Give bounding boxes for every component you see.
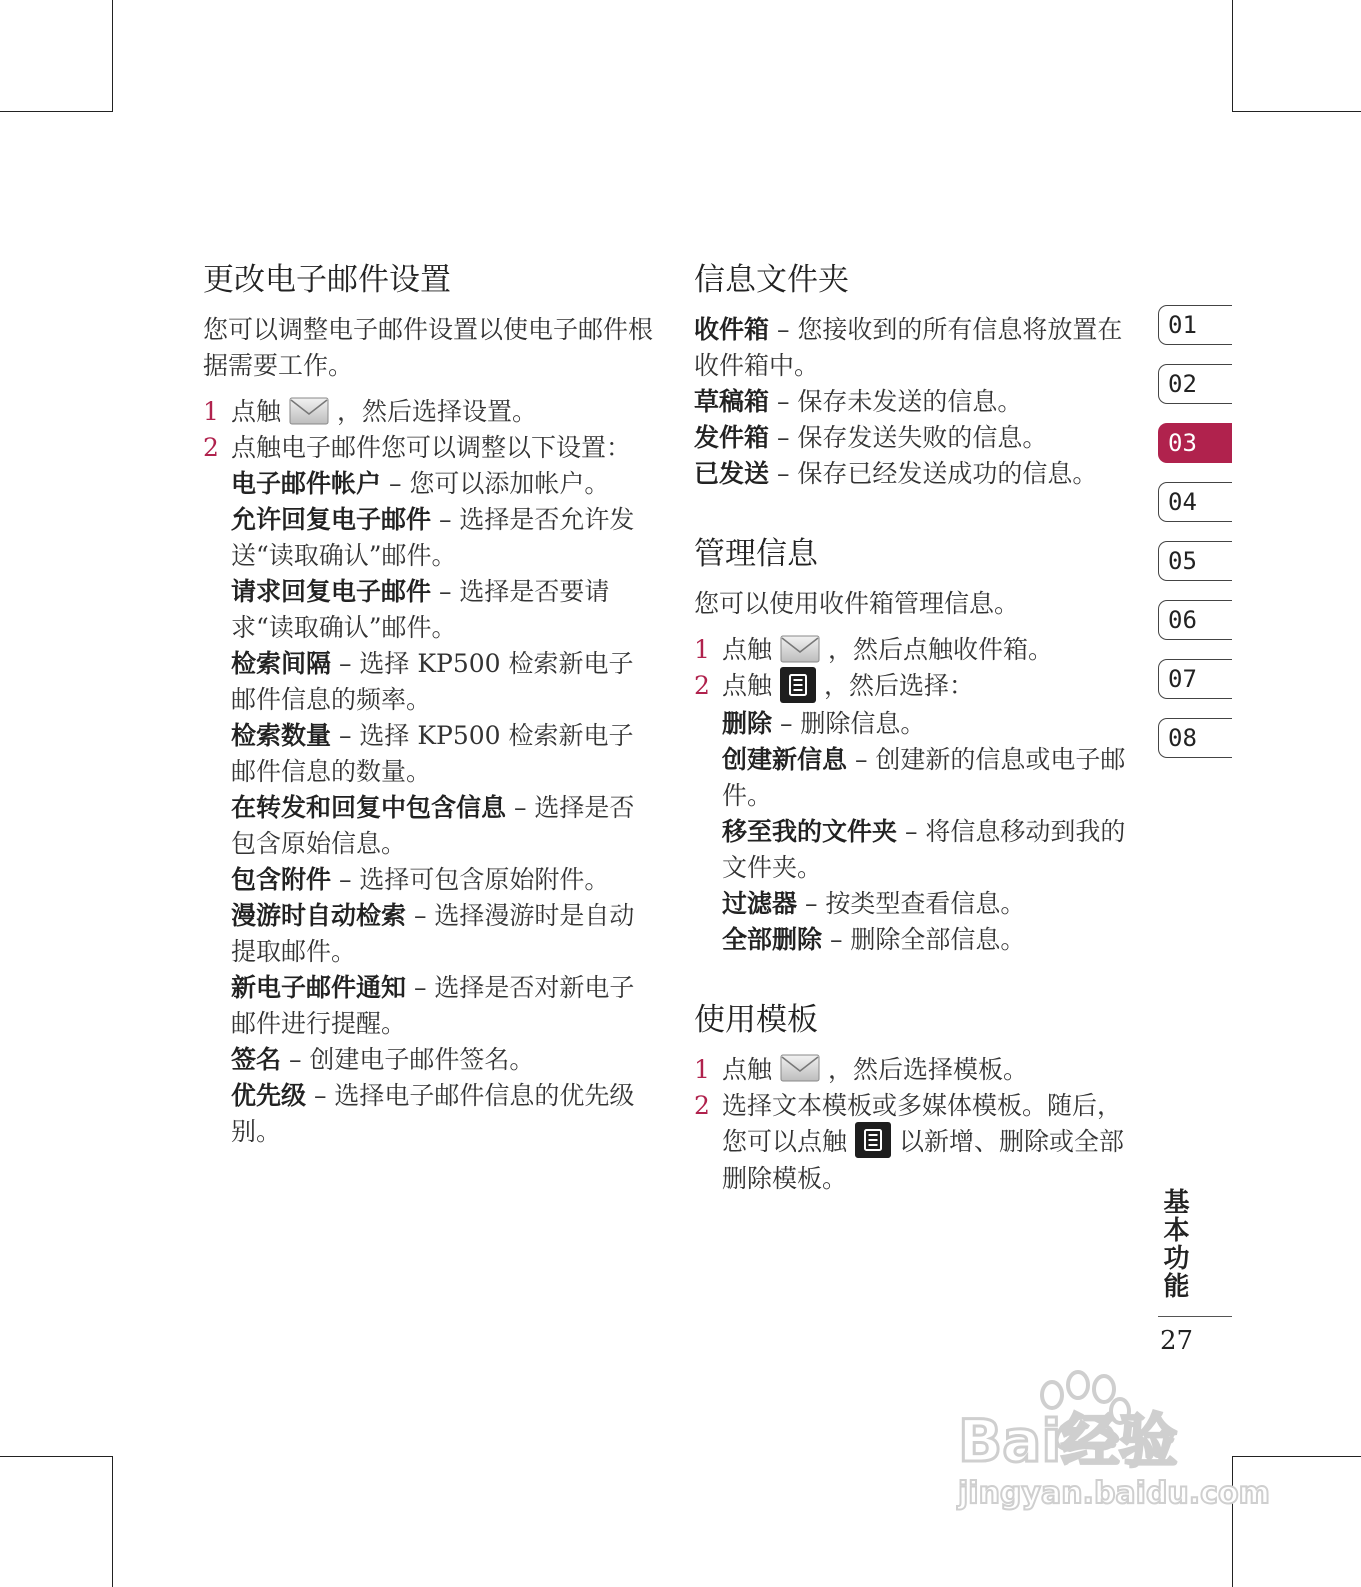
step-2 xyxy=(694,668,1134,706)
option-desc: – 选择电子邮件信息的优先级别。 xyxy=(231,1081,635,1146)
section-heading: 更改电子邮件设置 xyxy=(203,262,451,298)
chapter-tab-04[interactable]: 04 xyxy=(1158,482,1232,522)
option-desc: – 选择是否要请求“读取确认”邮件。 xyxy=(231,577,610,642)
option-item xyxy=(203,898,653,970)
option-term: 允许回复电子邮件 xyxy=(231,505,432,534)
option-item xyxy=(203,646,653,718)
option-item xyxy=(203,970,653,1042)
option-desc: – 选择 KP500 检索新电子邮件信息的频率。 xyxy=(231,649,634,714)
option-desc: – 创建新的信息或电子邮件。 xyxy=(722,744,1126,810)
folder-item xyxy=(694,384,1134,420)
folder-item xyxy=(694,456,1134,492)
option-term: 全部删除 xyxy=(722,924,823,954)
crop-mark xyxy=(1232,0,1233,112)
chapter-tab-07[interactable]: 07 xyxy=(1158,659,1232,699)
section-heading: 使用模板 xyxy=(694,1001,818,1038)
chapter-tab-03-active[interactable]: 03 xyxy=(1158,423,1232,463)
step-number: 2 xyxy=(694,671,710,700)
watermark-url: jingyan.baidu.com xyxy=(958,1476,1270,1511)
step-1 xyxy=(694,1052,1134,1088)
option-desc: – 按类型查看信息。 xyxy=(797,888,1026,918)
step-text: 点触电子邮件您可以调整以下设置： xyxy=(231,433,632,462)
option-term: 签名 xyxy=(231,1045,282,1074)
option-term: 优先级 xyxy=(231,1081,307,1110)
option-term: 删除 xyxy=(722,708,773,738)
intro-text: 您可以使用收件箱管理信息。 xyxy=(694,589,1020,618)
crop-mark xyxy=(0,111,112,112)
option-desc: – 将信息移动到我的文件夹。 xyxy=(722,816,1126,882)
option-desc: – 创建电子邮件签名。 xyxy=(281,1045,535,1074)
watermark-brand: Bai经验 xyxy=(958,1407,1178,1475)
option-item xyxy=(694,742,1134,814)
folder-term: 草稿箱 xyxy=(694,387,770,416)
folder-term: 发件箱 xyxy=(694,423,770,452)
folder-term: 已发送 xyxy=(694,459,770,488)
step-text: 点触 xyxy=(722,1054,773,1084)
folder-item xyxy=(694,420,1134,456)
option-item xyxy=(694,886,1134,922)
crop-mark xyxy=(1232,111,1361,112)
step-number: 1 xyxy=(694,1054,710,1084)
option-desc: – 选择是否包含原始信息。 xyxy=(231,793,635,858)
intro-text: 您可以调整电子邮件设置以使电子邮件根据需要工作。 xyxy=(203,315,654,380)
step-2 xyxy=(694,1088,1134,1198)
option-term: 创建新信息 xyxy=(722,744,848,774)
step-text: 选择文本模板或多媒体模板。随后，您可以点触 xyxy=(722,1090,1123,1156)
menu-icon xyxy=(780,667,816,703)
option-item xyxy=(203,1042,653,1078)
option-term: 过滤器 xyxy=(722,888,798,918)
envelope-icon xyxy=(780,1054,820,1082)
step-text: 以新增、删除或全部删除模板。 xyxy=(722,1126,1125,1193)
option-term: 电子邮件帐户 xyxy=(231,469,382,498)
option-item xyxy=(203,1078,653,1150)
folder-term: 收件箱 xyxy=(694,315,770,344)
step-text: 点触 xyxy=(231,397,282,426)
option-item xyxy=(694,814,1134,886)
folder-desc: – 您接收到的所有信息将放置在收件箱中。 xyxy=(694,315,1123,380)
option-item xyxy=(203,862,653,898)
option-desc: – 选择可包含原始附件。 xyxy=(331,865,610,894)
option-item xyxy=(694,706,1134,742)
step-text: ，然后点触收件箱。 xyxy=(828,635,1054,664)
section-heading: 信息文件夹 xyxy=(694,262,849,298)
step-1 xyxy=(694,632,1134,668)
option-desc: – 选择漫游时是自动提取邮件。 xyxy=(231,901,635,966)
step-number: 1 xyxy=(694,635,710,664)
option-item xyxy=(203,574,653,646)
envelope-icon xyxy=(289,397,329,425)
option-term: 在转发和回复中包含信息 xyxy=(231,793,507,822)
baidu-watermark xyxy=(950,1365,1270,1515)
right-column xyxy=(694,258,1134,1197)
option-term: 请求回复电子邮件 xyxy=(231,577,432,606)
option-term: 新电子邮件通知 xyxy=(231,973,407,1002)
crop-mark xyxy=(112,1456,113,1587)
option-item xyxy=(203,718,653,790)
option-term: 包含附件 xyxy=(231,865,332,894)
option-desc: – 删除信息。 xyxy=(772,708,926,738)
step-number: 2 xyxy=(694,1090,710,1120)
step-2 xyxy=(203,430,653,466)
page-number-rule xyxy=(1158,1316,1232,1317)
folder-desc: – 保存发送失败的信息。 xyxy=(769,423,1048,452)
folder-desc: – 保存已经发送成功的信息。 xyxy=(769,459,1098,488)
step-number: 2 xyxy=(203,433,219,462)
step-text: ，然后选择设置。 xyxy=(337,397,538,426)
option-item xyxy=(694,922,1134,958)
option-desc: – 选择 KP500 检索新电子邮件信息的数量。 xyxy=(231,721,634,786)
menu-icon xyxy=(855,1122,891,1158)
folder-item xyxy=(694,312,1134,384)
email-settings-section xyxy=(203,258,653,1150)
option-item xyxy=(203,466,653,502)
option-term: 检索间隔 xyxy=(231,649,332,678)
step-text: 点触 xyxy=(722,671,773,700)
option-item xyxy=(203,790,653,862)
step-text: ，然后选择模板。 xyxy=(828,1054,1029,1084)
folder-desc: – 保存未发送的信息。 xyxy=(769,387,1023,416)
chapter-tab-06[interactable]: 06 xyxy=(1158,600,1232,640)
option-item xyxy=(203,502,653,574)
chapter-tab-08[interactable]: 08 xyxy=(1158,718,1232,758)
option-desc: – 您可以添加帐户。 xyxy=(381,469,610,498)
section-heading: 管理信息 xyxy=(694,536,818,572)
chapter-tab-01[interactable]: 01 xyxy=(1158,305,1232,345)
option-term: 检索数量 xyxy=(231,721,332,750)
option-desc: – 选择是否允许发送“读取确认”邮件。 xyxy=(231,505,635,570)
option-term: 漫游时自动检索 xyxy=(231,901,407,930)
chapter-tab-02[interactable]: 02 xyxy=(1158,364,1232,404)
crop-mark xyxy=(0,1456,112,1457)
chapter-tab-05[interactable]: 05 xyxy=(1158,541,1232,581)
step-1 xyxy=(203,394,653,430)
step-text: 点触 xyxy=(722,635,773,664)
option-desc: – 选择是否对新电子邮件进行提醒。 xyxy=(231,973,635,1038)
page-number: 27 xyxy=(1160,1326,1194,1356)
option-term: 移至我的文件夹 xyxy=(722,816,898,846)
crop-mark xyxy=(112,0,113,112)
step-text: ，然后选择： xyxy=(824,671,975,700)
envelope-icon xyxy=(780,635,820,663)
section-label: 基本功能 xyxy=(1159,1188,1189,1300)
step-number: 1 xyxy=(203,397,219,426)
option-desc: – 删除全部信息。 xyxy=(822,924,1026,954)
